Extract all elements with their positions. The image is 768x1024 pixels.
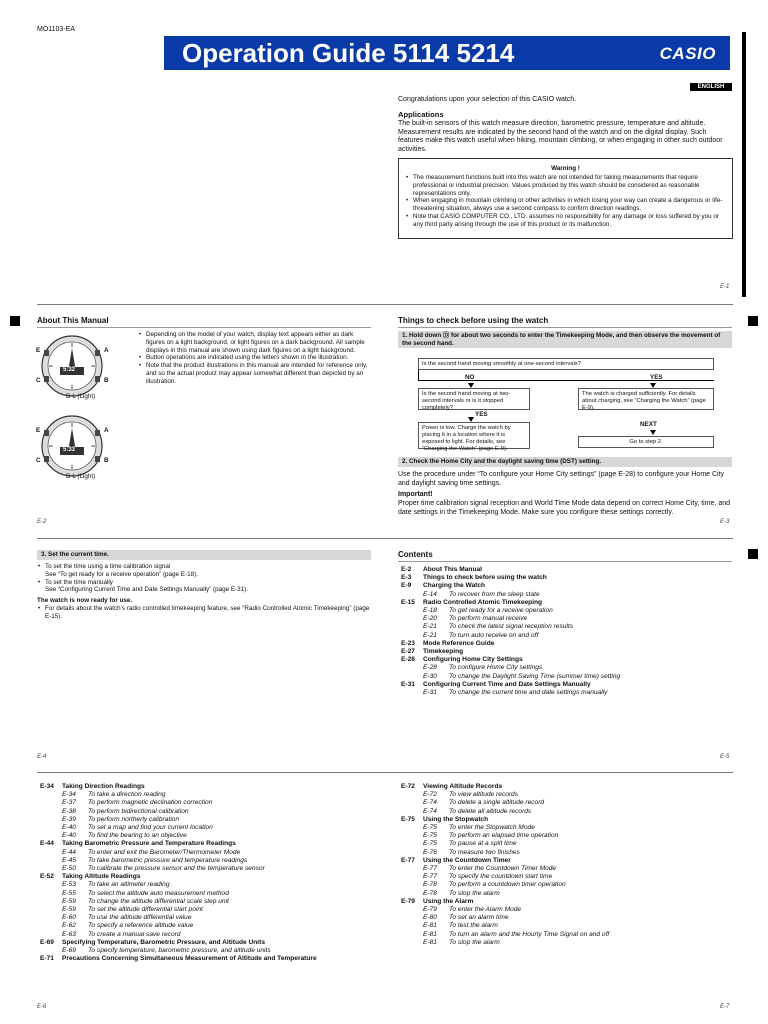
toc-sub-entry [401,632,731,640]
toc-sub-entry [40,832,380,840]
toc-sub-page: E-78 [423,889,437,897]
toc-sub-entry [401,840,731,848]
set-time-ref: See “To get ready for a receive operation” (page E-18). [45,570,198,578]
button-l-label: L [72,393,76,400]
toc-sub-page: E-44 [62,848,76,856]
toc-sub-entry [401,832,731,840]
toc-sub-page: E-53 [62,881,76,889]
toc-page: E-34 [40,783,54,790]
title-banner [164,36,730,70]
toc-title: Using the Alarm [423,897,474,905]
toc-sub-title: To set the altitude differential start point [88,906,203,914]
toc-sub-page: E-31 [423,689,437,697]
toc-sub-page: E-75 [423,840,437,848]
toc-sub-entry [40,906,380,914]
flow-goto: Go to step 2. [578,436,714,448]
ready-list [37,605,371,621]
congrats-text: Congratulations upon your selection of this CASIO watch. [398,96,577,103]
toc-sub-title: To take an altimeter reading [88,881,170,889]
toc-entry [40,955,380,963]
important-text: Proper time calibration signal reception and World Time Mode data depend on correct Home City, time, and date settings in the Timekeeping Mode. Make sure you configure these settings correctly. [398,500,731,516]
toc-sub-page: E-78 [423,881,437,889]
bullet-text: To set the time manually [45,578,113,586]
toc-sub-title: To perform magnetic declination correction [88,799,213,807]
flow-line [418,370,419,380]
toc-sub-entry [40,849,380,857]
flow-yes-2: YES [475,411,488,418]
toc-entry [40,840,380,848]
toc-page: E-2 [401,566,412,573]
toc-page: E-72 [401,783,415,790]
toc-page: E-31 [401,680,415,688]
arrow-down-icon [650,430,656,435]
about-heading: About This Manual [37,316,109,325]
toc-sub-page: E-18 [423,607,437,615]
light-label: (Light) [77,473,96,480]
toc-sub-entry [401,623,731,631]
ready-text: • For details about the watch’s radio controlled timekeeping feature, see “Radio Controlled Atomic Timekeeping” (page E-15). [37,605,371,621]
toc-sub-page: E-81 [423,930,437,938]
toc-title: Taking Barometric Pressure and Temperature Readings [62,840,236,848]
page-number: E-2 [37,519,47,525]
toc-page: E-52 [40,873,54,881]
contents-list [40,783,380,963]
toc-page: E-77 [401,856,415,864]
toc-title: Viewing Altitude Records [423,783,503,790]
page-edge-bar [742,32,746,297]
toc-sub-page: E-28 [423,664,437,672]
flow-no: NO [465,374,475,381]
toc-sub-title: To specify a reference altitude value [88,922,194,930]
toc-entry [401,816,731,824]
toc-sub-page: E-80 [423,914,437,922]
toc-sub-entry [401,615,731,623]
toc-title: Using the Countdown Timer [423,856,511,864]
warning-item: • The measurement functions built into this watch are not intended for taking measurements that require professional or industrial precision. Values produced by this watch should be considered as reasonable representations only. [405,174,725,197]
toc-sub-page: E-21 [423,631,437,639]
toc-sub-page: E-40 [62,832,76,840]
toc-sub-entry [40,914,380,922]
toc-sub-entry [40,865,380,873]
toc-sub-entry [40,824,380,832]
toc-sub-entry [40,931,380,939]
toc-sub-entry [401,673,731,681]
toc-page: E-69 [40,938,54,946]
toc-sub-title: To delete a single altitude record [449,799,545,807]
toc-sub-title: To perform bidirectional calibration [88,807,189,815]
toc-sub-page: E-81 [423,938,437,946]
toc-title: Using the Stopwatch [423,815,489,823]
toc-sub-title: To get ready for a receive operation [449,607,553,615]
toc-entry [401,566,731,574]
toc-sub-title: To enter the Stopwatch Mode [449,824,535,832]
toc-page: E-3 [401,574,412,582]
toc-sub-entry [40,922,380,930]
toc-entry [40,873,380,881]
toc-sub-title: To take barometric pressure and temperature readings [88,856,248,864]
toc-sub-entry [401,664,731,672]
ready-heading: The watch is now ready for use. [37,597,133,604]
page-number: E-6 [37,1004,47,1010]
toc-sub-page: E-37 [62,799,76,807]
light-label: (Light) [77,393,96,400]
toc-sub-entry [401,931,731,939]
toc-entry [401,582,731,590]
flow-next: NEXT [640,421,657,428]
toc-title: Radio Controlled Atomic Timekeeping [423,598,543,606]
toc-sub-title: To calibrate the pressure sensor and the temperature sensor [88,865,265,873]
toc-sub-title: To perform a countdown timer operation [449,881,566,889]
button-c-label: C [36,457,41,464]
divider [37,304,733,305]
toc-sub-page: E-63 [62,930,76,938]
toc-sub-entry [401,591,731,599]
toc-entry [40,939,380,947]
toc-sub-page: E-74 [423,807,437,815]
toc-sub-title: To enter the Alarm Mode [449,906,522,914]
toc-entry [401,656,731,664]
toc-sub-entry [401,799,731,807]
button-e-label: E [36,347,41,354]
page-number: E-1 [720,284,730,290]
language-tag: ENGLISH [690,83,732,91]
toc-title: Precautions Concerning Simultaneous Measurement of Altitude and Temperature [62,955,317,963]
toc-sub-page: E-40 [62,824,76,832]
toc-sub-page: E-34 [62,791,76,799]
set-time-bullet: • To set the time manually [38,578,113,586]
watch-face-icon [36,330,126,402]
toc-title: Configuring Home City Settings [423,656,523,664]
toc-sub-title: To check the latest signal reception results [449,623,574,631]
toc-page: E-9 [401,582,412,590]
toc-sub-entry [40,816,380,824]
toc-sub-entry [401,906,731,914]
toc-sub-page: E-74 [423,799,437,807]
toc-title: Taking Altitude Readings [62,873,141,881]
toc-title: Mode Reference Guide [423,639,495,647]
toc-sub-entry [401,607,731,615]
toc-sub-page: E-81 [423,922,437,930]
toc-sub-page: E-21 [423,623,437,631]
step-3-banner: 3. Set the current time. [37,550,371,560]
toc-sub-page: E-60 [62,914,76,922]
flow-low-power: Power is low. Charge the watch by placing it in a location where it is exposed to light. For details, see “Charging the Watch” (page E-9). [418,422,530,449]
about-bullet: • Depending on the model of your watch, display text appears either as dark figures on a light background, or light figures on a dark background. All sample displays in this manual are shown using dark figures on a light background. [138,331,370,354]
toc-sub-entry [40,890,380,898]
warning-item: • Note that CASIO COMPUTER CO., LTD. assumes no responsibility for any damage or loss suffered by you or any third party arising through the use of this product or its malfunction. [405,213,725,229]
toc-sub-entry [40,799,380,807]
toc-sub-title: To set a map and find your current location [88,824,213,832]
toc-entry [401,574,731,582]
button-d-label: D [66,393,71,400]
toc-sub-page: E-55 [62,889,76,897]
toc-entry [401,783,731,791]
toc-sub-title: To change the Daylight Saving Time (summer time) setting [449,672,621,680]
light-button-label [66,393,95,401]
toc-sub-title: To enter the Countdown Timer Mode [449,865,557,873]
toc-title: Configuring Current Time and Date Settings Manually [423,680,591,688]
divider [37,327,371,328]
toc-entry [401,599,731,607]
toc-sub-title: To specify the countdown start time [449,873,553,881]
step-2-text: Use the procedure under “To configure your Home City settings” (page E-28) to configure your Home City and daylight saving time settings. [398,471,725,487]
toc-sub-entry [401,939,731,947]
flow-question-2: Is the second hand moving at two-second intervals or is it stopped completely? [418,388,530,410]
toc-title: Things to check before using the watch [423,574,547,582]
toc-sub-title: To measure two finishes [449,848,520,856]
page-number: E-7 [720,1004,730,1010]
toc-sub-entry [401,824,731,832]
toc-page: E-75 [401,815,415,823]
toc-sub-page: E-30 [423,672,437,680]
toc-sub-page: E-62 [62,922,76,930]
toc-page: E-44 [40,840,54,848]
important-heading: Important! [398,491,433,498]
toc-title: Taking Direction Readings [62,783,145,790]
toc-sub-entry [401,865,731,873]
toc-sub-entry [401,808,731,816]
toc-sub-entry [401,849,731,857]
about-bullet: • Button operations are indicated using the letters shown in the illustration. [138,354,370,362]
toc-sub-title: To pause at a split time [449,840,517,848]
toc-sub-page: E-72 [423,791,437,799]
light-button-label [66,473,95,481]
step-1-banner: 1. Hold down Ⓓ for about two seconds to enter the Timekeeping Mode, and then observe the movement of the second hand. [398,331,732,348]
divider [37,772,733,773]
toc-sub-page: E-69 [62,947,76,955]
toc-sub-title: To perform northerly calibration [88,815,180,823]
toc-sub-entry [401,914,731,922]
button-c-label: C [36,377,41,384]
things-heading: Things to check before using the watch [398,316,549,325]
warning-item: • When engaging in mountain climbing or other activities in which losing your way can create a dangerous or life-threatening situation, always use a second compass to confirm direction readings. [405,197,725,213]
divider [398,561,732,562]
toc-sub-title: To use the altitude differential value [88,914,192,922]
flow-line [418,380,714,381]
watch-face-icon [36,410,126,482]
divider [37,538,733,539]
toc-sub-entry [401,791,731,799]
page-marker [10,316,20,326]
toc-sub-page: E-77 [423,865,437,873]
toc-sub-page: E-38 [62,807,76,815]
toc-sub-title: To perform manual receive [449,615,528,623]
toc-sub-title: To turn auto receive on and off [449,631,539,639]
toc-entry [40,783,380,791]
toc-sub-page: E-77 [423,873,437,881]
button-l-label: L [72,473,76,480]
applications-text: The built-in sensors of this watch measure direction, barometric pressure, temperature and altitude. Measurement results are indicated by the second hand of the watch and on the digital display. Such features make this watch useful when hiking, mountain climbing, or when engaging in other such outdoor activities. [398,120,723,153]
casio-logo: CASIO [659,44,716,63]
page-number: E-3 [720,519,730,525]
toc-page: E-71 [40,955,54,963]
toc-sub-title: To stop the alarm [449,938,500,946]
about-bullets [138,331,370,386]
toc-sub-title: To recover from the sleep state [449,590,540,598]
toc-sub-entry [40,791,380,799]
toc-sub-title: To enter and exit the Barometer/Thermometer Mode [88,848,241,856]
toc-sub-title: To specify temperature, barometric pressure, and altitude units [88,947,271,955]
toc-sub-entry [40,808,380,816]
toc-sub-entry [401,890,731,898]
toc-sub-title: To stop the alarm [449,889,500,897]
toc-sub-entry [40,857,380,865]
about-bullet: • Note that the product illustrations in this manual are intended for reference only, and so the actual product may appear somewhat different than depicted by an illustration. [138,362,370,385]
button-e-label: E [36,427,41,434]
toc-title: Charging the Watch [423,582,486,590]
toc-title: Specifying Temperature, Barometric Pressure, and Altitude Units [62,938,265,946]
document-code: MO1103-EA [37,26,75,33]
toc-sub-page: E-75 [423,832,437,840]
toc-title: About This Manual [423,566,482,573]
bullet-text: To set the time using a time calibration signal [45,563,171,570]
divider [398,327,732,328]
toc-page: E-15 [401,598,415,606]
display-time: 5:33 [63,447,76,453]
toc-sub-page: E-45 [62,856,76,864]
toc-page: E-23 [401,639,415,647]
toc-sub-entry [40,881,380,889]
page-number: E-5 [720,754,730,760]
toc-sub-entry [401,873,731,881]
toc-entry [401,857,731,865]
set-time-ref: See “Configuring Current Time and Date Settings Manually” (page E-31). [45,586,249,594]
step-2-banner: 2. Check the Home City and the daylight saving time (DST) setting. [398,457,732,467]
toc-sub-title: To delete all altitude records [449,807,532,815]
warning-box [398,158,733,239]
toc-sub-entry [401,922,731,930]
toc-sub-title: To configure Home City settings [449,664,543,672]
toc-sub-entry [40,947,380,955]
applications-heading: Applications [398,110,444,119]
toc-sub-title: To turn an alarm and the Hourly Time Signal on and off [449,930,610,938]
toc-sub-page: E-76 [423,848,437,856]
toc-page: E-79 [401,897,415,905]
toc-sub-title: To test the alarm [449,922,498,930]
display-time: 5:32 [63,367,76,373]
toc-entry [401,898,731,906]
toc-sub-title: To change the altitude differential scale step unit [88,897,229,905]
toc-sub-entry [40,898,380,906]
toc-sub-entry [401,689,731,697]
toc-sub-title: To perform an elapsed time operation [449,832,559,840]
flow-yes: YES [650,374,663,381]
page-marker [748,316,758,326]
toc-sub-entry [401,881,731,889]
warning-list [405,174,725,229]
page-number: E-4 [37,754,47,760]
button-b-label: B [104,377,109,384]
toc-sub-title: To take a direction reading [88,791,166,799]
toc-sub-page: E-79 [423,906,437,914]
toc-sub-page: E-59 [62,906,76,914]
page-marker [748,549,758,559]
button-b-label: B [104,457,109,464]
contents-list [401,783,731,947]
toc-sub-title: To find the bearing to an objective [88,832,187,840]
page-title: Operation Guide 5114 5214 [182,38,515,68]
watch-illustration [36,330,126,402]
warning-title: Warning ! [551,165,580,172]
toc-sub-page: E-20 [423,615,437,623]
contents-heading: Contents [398,550,433,559]
toc-sub-page: E-75 [423,824,437,832]
toc-page: E-28 [401,656,415,664]
toc-entry [401,681,731,689]
toc-sub-title: To create a manual save record [88,930,181,938]
toc-page: E-27 [401,648,415,656]
toc-sub-page: E-39 [62,815,76,823]
toc-entry [401,648,731,656]
toc-sub-page: E-59 [62,897,76,905]
toc-entry [401,640,731,648]
toc-sub-page: E-14 [423,590,437,598]
watch-illustration [36,410,126,482]
toc-sub-title: To set an alarm time [449,914,509,922]
contents-list [401,566,731,697]
set-time-bullet: • To set the time using a time calibration signal [38,563,171,570]
toc-sub-title: To select the altitude auto measurement method [88,889,229,897]
button-d-label: D [66,473,71,480]
button-a-label: A [104,347,109,354]
flow-question-1: Is the second hand moving smoothly at one-second intervals? [418,358,714,370]
flow-charged: The watch is charged sufficiently. For details about charging, see “Charging the Watch” (page E-9). [578,388,714,410]
toc-sub-title: To change the current time and date settings manually [449,689,608,697]
toc-sub-title: To view altitude records [449,791,519,799]
toc-sub-page: E-50 [62,865,76,873]
set-time-list [37,563,371,594]
button-a-label: A [104,427,109,434]
toc-title: Timekeeping [423,648,464,656]
